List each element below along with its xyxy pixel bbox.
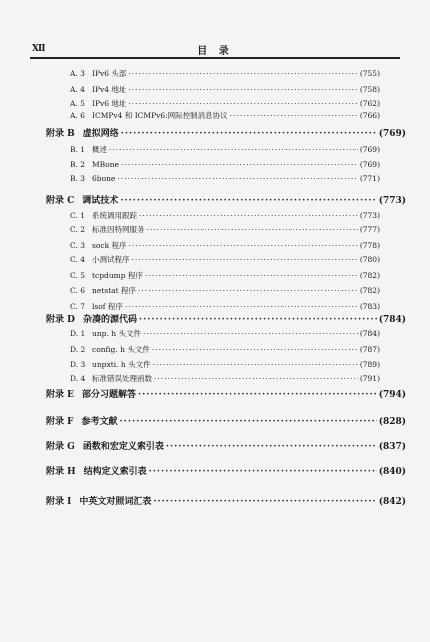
toc-section-entry [70, 285, 380, 296]
dot-leader [128, 69, 357, 78]
entry-page: (784) [378, 315, 406, 325]
entry-number: D. 3 [70, 360, 86, 369]
toc-section-entry [70, 68, 380, 79]
entry-number: 附录 H [46, 467, 76, 477]
toc-section-entry [70, 144, 380, 155]
dot-leader [154, 374, 358, 383]
dot-leader [109, 145, 358, 154]
toc-section-entry [70, 224, 380, 235]
entry-title: tcpdump 程序 [92, 271, 143, 280]
entry-number: 附录 G [46, 442, 75, 452]
entry-title: 6bone [92, 174, 116, 183]
entry-title: IPv6 头部 [92, 69, 127, 78]
entry-title: netstat 程序 [92, 286, 137, 295]
entry-page: (782) [359, 271, 380, 280]
entry-title: 概述 [92, 145, 107, 154]
entry-title: 虚拟网络 [82, 129, 119, 139]
dot-leader [128, 99, 357, 108]
entry-title: sock 程序 [92, 241, 127, 250]
dot-leader [153, 497, 376, 507]
entry-page: (769) [359, 145, 380, 154]
entry-page: (828) [378, 417, 406, 427]
entry-title: unpxti. h 头文件 [92, 360, 151, 369]
entry-title: 标准因特网服务 [92, 225, 145, 234]
dot-leader [139, 211, 358, 220]
entry-page: (787) [359, 345, 380, 354]
entry-title: 调试技术 [82, 196, 119, 206]
entry-title: IPv6 地址 [92, 99, 127, 108]
dot-leader [132, 255, 358, 264]
entry-title: 系统调用跟踪 [92, 211, 137, 220]
dot-leader [152, 345, 358, 354]
toc-section-entry [70, 210, 380, 221]
dot-leader [125, 302, 358, 311]
toc-section-entry [70, 110, 380, 121]
dot-leader [120, 196, 376, 206]
entry-page: (837) [378, 442, 406, 452]
toc-section-entry [70, 344, 380, 355]
entry-page: (771) [359, 174, 380, 183]
entry-number: B. 2 [70, 160, 86, 169]
entry-page: (777) [359, 225, 380, 234]
dot-leader [149, 467, 377, 477]
page-title: 目 录 [197, 46, 233, 57]
toc-appendix-entry [46, 387, 406, 400]
entry-page: (783) [359, 302, 380, 311]
entry-number: C. 7 [70, 302, 86, 311]
entry-page: (766) [359, 111, 380, 120]
entry-title: 中英文对照词汇表 [79, 497, 152, 507]
entry-page: (762) [359, 99, 380, 108]
dot-leader [138, 286, 358, 295]
entry-title: config. h 头文件 [92, 345, 150, 354]
entry-number: B. 1 [70, 145, 86, 154]
entry-number: C. 5 [70, 271, 86, 280]
entry-page: (789) [359, 360, 380, 369]
dot-leader [121, 129, 377, 139]
entry-number: 附录 I [46, 497, 72, 507]
entry-title: ICMPv4 和 ICMPv6:网际控制消息协议 [92, 111, 228, 120]
entry-page: (780) [359, 255, 380, 264]
entry-page: (769) [378, 129, 406, 139]
toc-appendix-entry [46, 414, 406, 427]
dot-leader [128, 85, 357, 94]
dot-leader [138, 390, 377, 400]
entry-page: (758) [359, 85, 380, 94]
entry-page: (769) [359, 160, 380, 169]
entry-page: (791) [359, 374, 380, 383]
entry-number: D. 4 [70, 374, 86, 383]
toc-section-entry [70, 328, 380, 339]
dot-leader [143, 329, 358, 338]
entry-title: 杂凑的源代码 [82, 315, 137, 325]
entry-number: C. 2 [70, 225, 86, 234]
entry-number: A. 5 [70, 99, 85, 108]
entry-number: A. 4 [70, 85, 85, 94]
entry-title: 参考文献 [81, 417, 118, 427]
entry-page: (794) [378, 390, 406, 400]
toc-section-entry [70, 270, 380, 281]
entry-number: 附录 F [46, 417, 74, 427]
entry-number: 附录 C [46, 196, 75, 206]
toc-section-entry [70, 301, 380, 312]
entry-title: lsof 程序 [92, 302, 123, 311]
dot-leader [230, 111, 358, 120]
entry-page: (773) [378, 196, 406, 206]
entry-title: IPv4 地址 [92, 85, 127, 94]
toc-section-entry [70, 84, 380, 95]
entry-number: C. 6 [70, 286, 86, 295]
toc-appendix-entry [46, 439, 406, 452]
toc-section-entry [70, 359, 380, 370]
dot-leader [139, 315, 377, 325]
dot-leader [121, 160, 358, 169]
entry-number: D. 1 [70, 329, 86, 338]
entry-title: 函数和宏定义索引表 [82, 442, 164, 452]
toc-appendix-entry [46, 126, 406, 139]
entry-number: 附录 D [46, 315, 75, 325]
entry-title: 标准错误处理函数 [92, 374, 152, 383]
entry-page: (778) [359, 241, 380, 250]
page-number: Ⅻ [32, 44, 46, 54]
entry-page: (755) [359, 69, 380, 78]
entry-page: (842) [378, 497, 406, 507]
entry-number: 附录 B [46, 129, 75, 139]
entry-number: 附录 E [46, 390, 74, 400]
toc-appendix-entry [46, 464, 406, 477]
entry-page: (784) [359, 329, 380, 338]
toc-section-entry [70, 98, 380, 109]
entry-number: A. 3 [70, 69, 85, 78]
entry-number: C. 4 [70, 255, 86, 264]
entry-number: C. 3 [70, 241, 86, 250]
toc-appendix-entry [46, 193, 406, 206]
entry-title: 小测试程序 [92, 255, 130, 264]
entry-number: B. 3 [70, 174, 86, 183]
toc-section-entry [70, 373, 380, 384]
toc-section-entry [70, 254, 380, 265]
entry-title: 结构定义索引表 [83, 467, 147, 477]
dot-leader [117, 174, 357, 183]
toc-appendix-entry [46, 494, 406, 507]
dot-leader [145, 271, 358, 280]
entry-title: unp. h 头文件 [92, 329, 141, 338]
entry-page: (782) [359, 286, 380, 295]
dot-leader [147, 225, 358, 234]
entry-title: 部分习题解答 [82, 390, 137, 400]
entry-title: MBone [92, 160, 119, 169]
toc-appendix-entry [46, 312, 406, 325]
entry-number: C. 1 [70, 211, 86, 220]
dot-leader [166, 442, 377, 452]
dot-leader [153, 360, 358, 369]
toc-section-entry [70, 174, 380, 183]
entry-page: (840) [378, 467, 406, 477]
entry-number: D. 2 [70, 345, 86, 354]
dot-leader [120, 417, 377, 427]
dot-leader [129, 241, 358, 250]
entry-page: (773) [359, 211, 380, 220]
toc-section-entry [70, 160, 380, 169]
entry-number: A. 6 [70, 111, 85, 120]
toc-section-entry [70, 240, 380, 251]
